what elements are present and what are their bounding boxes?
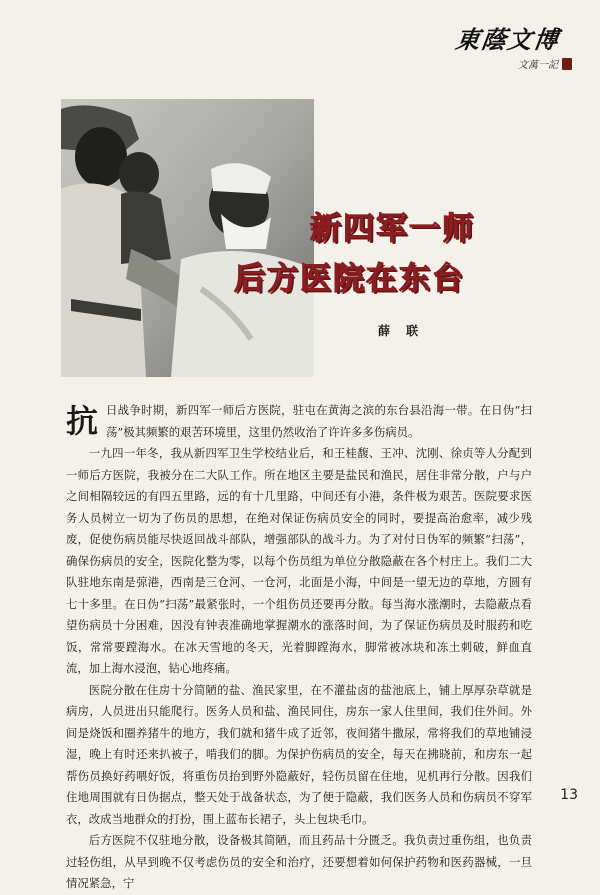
article-title-line-1: 新四军一师 bbox=[310, 211, 475, 247]
page-number: 13 bbox=[560, 787, 578, 803]
article-body bbox=[66, 400, 532, 895]
paragraph-1 bbox=[66, 400, 532, 443]
article-author: 薛 联 bbox=[378, 324, 425, 338]
paragraph-2: 一九四一年冬，我从新四军卫生学校结业后，和王桂馥、王冲、沈刚、徐贞等人分配到一师后方医院，我被分在二大队工作。所在地区主要是盐民和渔民，居住非常分散，户与户之间相隔较远的有四五里路，远的有十几里路，中间还有小港，条件极为艰苦。医院要求医务人员树立一切为了伤员的思想，在绝对保证伤病员安全的同时，要提高治愈率，减少残废，促使伤病员能尽快返回战斗部队，增强部队的战斗力。为了对付日伪军的频繁“扫荡”，确保伤病员的安全，医院化整为零，以每个伤员组为单位分散隐蔽在各个村庄上。我们二大队驻地东南是弶港，西南是三仓河、一仓河，北面是小海，中间是一望无边的草地，方圆有七十多里。在日伪“扫荡”最紧张时，一个组伤员还要再分散。每当海水涨潮时，去隐蔽点看望伤病员十分困难，因没有钟表准确地掌握潮水的涨落时间，为了保证伤病员及时服药和吃饭，常常要蹚海水。在冰天雪地的冬天，光着脚蹚海水，脚常被冰块和冻土刺破，鲜血直流，加上海水浸泡，钻心地疼痛。 bbox=[66, 446, 532, 675]
historical-photo-image bbox=[61, 99, 314, 377]
column-logo-text: 東蔭文博 bbox=[453, 25, 562, 54]
paragraph-1-text: 日战争时期，新四军一师后方医院，驻屯在黄海之滨的东台县沿海一带。在日伪“扫荡”极其频繁的艰苦环境里，这里仍然收治了许许多多伤病员。 bbox=[106, 403, 532, 439]
seal-stamp-icon bbox=[562, 58, 572, 70]
historical-photo bbox=[61, 99, 314, 377]
column-logo-signature: 文萬一記 bbox=[518, 60, 558, 71]
article-title-line-2: 后方医院在东台 bbox=[234, 260, 465, 297]
paragraph-3: 医院分散在住房十分简陋的盐、渔民家里，在不灌盐卤的盐池底上，铺上厚厚杂草就是病房，人员进出只能爬行。医务人员和盐、渔民同住，房东一家人住里间，我们住外间。外间是烧饭和圈养猪牛的地方，我们就和猪牛成了近邻，夜间猪牛撒尿，常将我们的草地铺浸湿，晚上有时还来扒被子，啃我们的脚。为保护伤病员的安全，每天在拂晓前，和房东一起帮伤员换好药喂好饭，将重伤员抬到野外隐蔽好，轻伤员留在住地，见机再行分散。因我们住地周围就有日伪据点，整天处于战备状态，为了便于隐蔽，我们医务人员和伤病员不穿军衣，改成当地群众的打扮，围上蓝布长裙子，头上包块毛巾。 bbox=[66, 682, 532, 826]
column-logo bbox=[428, 20, 578, 82]
paragraph-4: 后方医院不仅驻地分散，设备极其简陋，而且药品十分匮乏。我负责过重伤组，也负责过轻伤组，从早到晚不仅考虑伤员的安全和治疗，还要想着如何保护药物和医药器械，一旦情况紧急，宁 bbox=[66, 833, 532, 890]
drop-cap: 抗 bbox=[66, 402, 99, 440]
article-title bbox=[234, 205, 530, 304]
